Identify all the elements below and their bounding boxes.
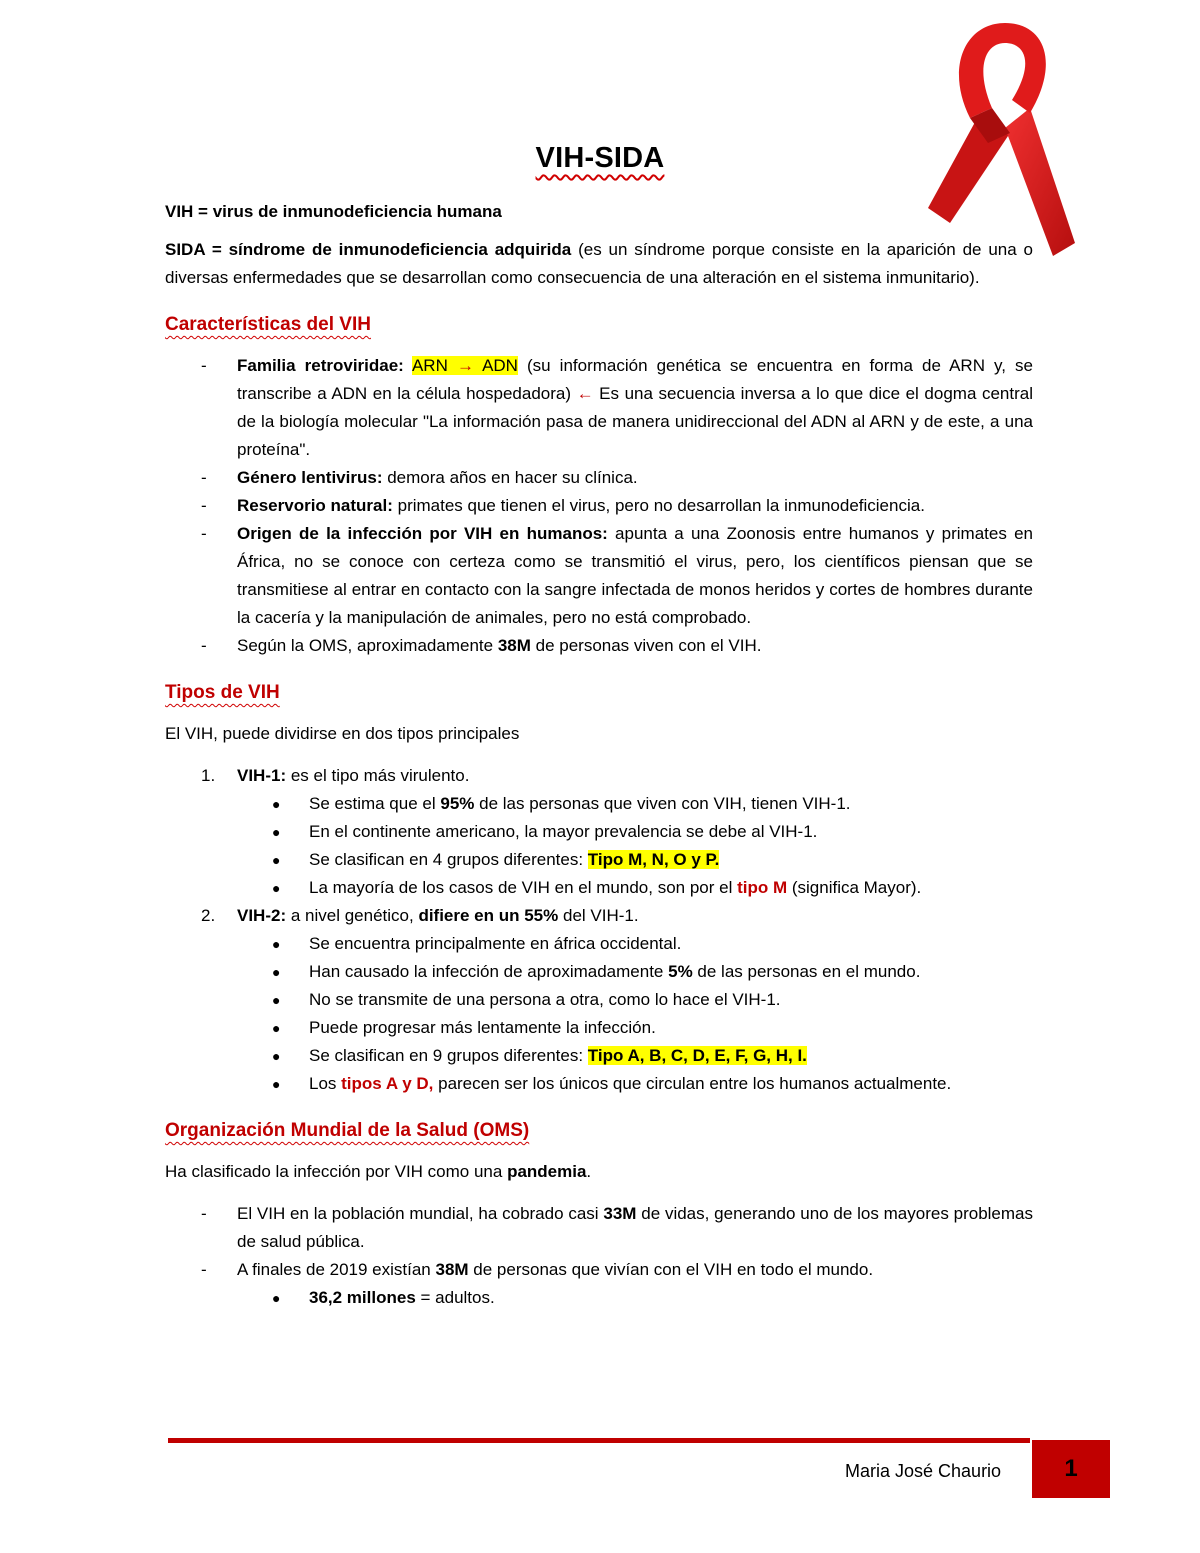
list-item: - Reservorio natural: primates que tienen el virus, pero no desarrollan la inmunodeficiencia. [201,496,925,515]
definition-sida: SIDA = síndrome de inmunodeficiencia adquirida (es un síndrome porque consiste en la aparición de una o diversas enfermedades que se desarrollan como consecuencia de una alteración en el sistema inmunitario). [165,240,1034,287]
list-item: ● Se encuentra principalmente en áfrica occidental. [272,934,682,953]
list-item: - Género lentivirus: demora años en hacer su clínica. [201,468,638,487]
page-title: VIH-SIDA [535,142,665,174]
list-item: - Familia retroviridae: ARN → ADN (su información genética se encuentra en forma de ARN y, se transcribe a ADN en la célula hospedadora) ← Es una secuencia inversa a lo que dice el dogma central de la biología molecular "La información pasa de manera unidireccional del ADN al ARN y de este, a una proteína". [201,356,1033,459]
section-heading-oms: Organización Mundial de la Salud (OMS) [165,1120,530,1141]
list-item: - Según la OMS, aproximadamente 38M de personas viven con el VIH. [201,636,762,655]
list-item: ● Se clasifican en 9 grupos diferentes: Tipo A, B, C, D, E, F, G, H, I. [272,1046,807,1065]
list-item-vih-2: 2. VIH-2: a nivel genético, difiere en un 55% del VIH-1. ● Se encuentra principalmente en áfrica occidental. ● Han causado la infección de aproximadamente 5% de las personas en el mundo. ● No se transmite de una persona a otra, como lo hace el VIH-1. ● Puede progresar más lentamente la infección. ● Se clasifican en 9 grupos diferentes: Tipo A, B, C, D, E, F, G, H, I. ● Los tipos A y D, parecen ser los únicos que circulan entre los humanos actualmente. [165,902,1033,1098]
oms-intro: Ha clasificado la infección por VIH como una pandemia. [165,1162,592,1181]
list-item: ● Se estima que el 95% de las personas que viven con VIH, tienen VIH-1. [272,794,851,813]
list-item-vih-1: 1. VIH-1: es el tipo más virulento. ● Se estima que el 95% de las personas que viven con VIH, tienen VIH-1. ● En el continente americano, la mayor prevalencia se debe al VIH-1. ● Se clasifican en 4 grupos diferentes: Tipo M, N, O y P. ● La mayoría de los casos de VIH en el mundo, son por el tipo M (significa Mayor). [165,762,1033,902]
oms-list [165,1200,1033,1312]
list-item: ● Puede progresar más lentamente la infección. [272,1018,656,1037]
document-body [165,198,1033,1312]
section-heading-caracteristicas: Características del VIH [165,314,371,335]
footer-divider [168,1438,1030,1443]
list-item: ● En el continente americano, la mayor prevalencia se debe al VIH-1. [272,822,818,841]
page-number: 1 [1032,1440,1110,1498]
list-item: ● La mayoría de los casos de VIH en el mundo, son por el tipo M (significa Mayor). [272,878,922,897]
list-item: ● Se clasifican en 4 grupos diferentes: Tipo M, N, O y P. [272,850,720,869]
list-item: ● No se transmite de una persona a otra, como lo hace el VIH-1. [272,990,781,1009]
footer-author: Maria José Chaurio [845,1461,1002,1481]
list-item: ● Han causado la infección de aproximadamente 5% de las personas en el mundo. [272,962,921,981]
section-heading-tipos: Tipos de VIH [165,682,280,703]
list-item: ● Los tipos A y D, parecen ser los únicos que circulan entre los humanos actualmente. [272,1074,952,1093]
definition-vih: VIH = virus de inmunodeficiencia humana [165,202,502,221]
list-item: ● 36,2 millones = adultos. [272,1288,495,1307]
tipos-intro: El VIH, puede dividirse en dos tipos principales [165,724,520,743]
list-item: - Origen de la infección por VIH en humanos: apunta a una Zoonosis entre humanos y primates en África, no se conoce con certeza como se transmitió el virus, pero, los científicos piensan que se transmitiese al entrar en contacto con la sangre infectada de monos heridos y cortes de hombres durante la cacería y la manipulación de animales, pero no está comprobado. [201,524,1033,627]
list-item: - El VIH en la población mundial, ha cobrado casi 33M de vidas, generando uno de los mayores problemas de salud pública. [201,1204,1033,1251]
caracteristicas-list [165,352,1033,660]
list-item: - A finales de 2019 existían 38M de personas que vivían con el VIH en todo el mundo. ● 36,2 millones = adultos. [165,1256,1033,1312]
tipos-list [165,762,1033,1098]
